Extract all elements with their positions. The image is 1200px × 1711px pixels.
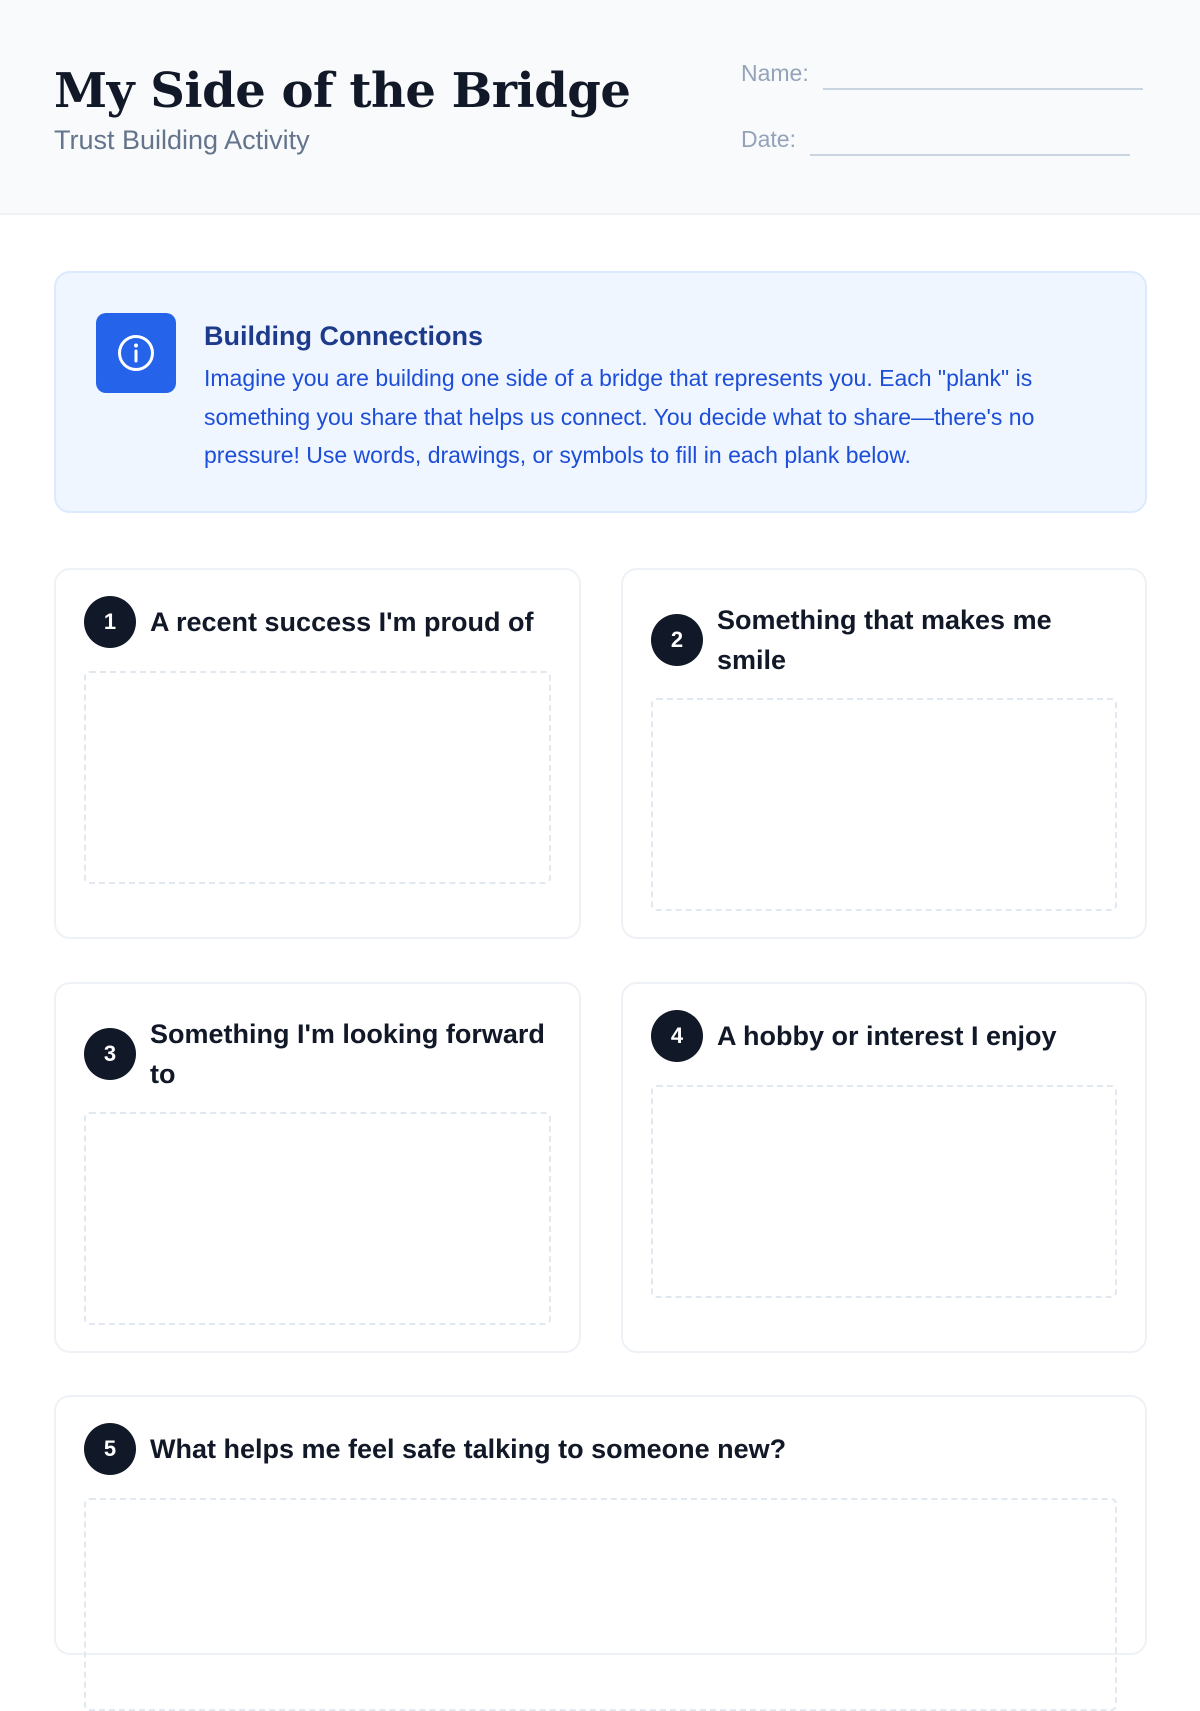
date-input-line[interactable]: [810, 154, 1130, 156]
plank-title: A hobby or interest I enjoy: [717, 1021, 1057, 1051]
date-field: [741, 124, 1130, 154]
name-input-line[interactable]: [823, 88, 1143, 90]
plank-card-2: [621, 568, 1147, 939]
plank-header: [84, 1423, 1121, 1475]
plank-card-1: [54, 568, 581, 939]
page-subtitle: Trust Building Activity: [54, 125, 310, 155]
header: [0, 0, 1200, 215]
plank-header: [84, 596, 555, 648]
plank-number-badge: 4: [651, 1010, 703, 1062]
plank-card-5: [54, 1395, 1147, 1655]
instructions-title: Building Connections: [204, 321, 483, 351]
name-field: [741, 58, 1143, 88]
name-label: Name:: [741, 60, 809, 86]
plank-number-badge: 3: [84, 1028, 136, 1080]
plank-answer-area[interactable]: [84, 671, 551, 884]
plank-answer-area[interactable]: [651, 1085, 1117, 1298]
page-title: My Side of the Bridge: [54, 63, 631, 119]
plank-answer-area[interactable]: [84, 1112, 551, 1325]
plank-title: Something I'm looking forward to: [150, 1019, 545, 1089]
plank-number-badge: 2: [651, 614, 703, 666]
plank-number-badge: 5: [84, 1423, 136, 1475]
plank-header: [651, 1010, 1121, 1062]
info-icon: [96, 313, 176, 393]
plank-title: What helps me feel safe talking to someone new?: [150, 1434, 787, 1464]
plank-card-3: [54, 982, 581, 1353]
plank-answer-area[interactable]: [84, 1498, 1117, 1711]
date-label: Date:: [741, 126, 796, 152]
plank-number-badge: 1: [84, 596, 136, 648]
plank-answer-area[interactable]: [651, 698, 1117, 911]
plank-title: Something that makes me smile: [717, 605, 1052, 675]
plank-card-4: [621, 982, 1147, 1353]
instructions-box: [54, 271, 1147, 513]
instructions-text: Imagine you are building one side of a bridge that represents you. Each "plank" is something you share that helps us connect. You decide what to share—there's no pressure! Use words, drawings, or symbols to fill in each plank below.: [204, 365, 1035, 468]
plank-header: [651, 600, 1121, 680]
plank-title: A recent success I'm proud of: [150, 607, 534, 637]
plank-header: [84, 1014, 555, 1094]
